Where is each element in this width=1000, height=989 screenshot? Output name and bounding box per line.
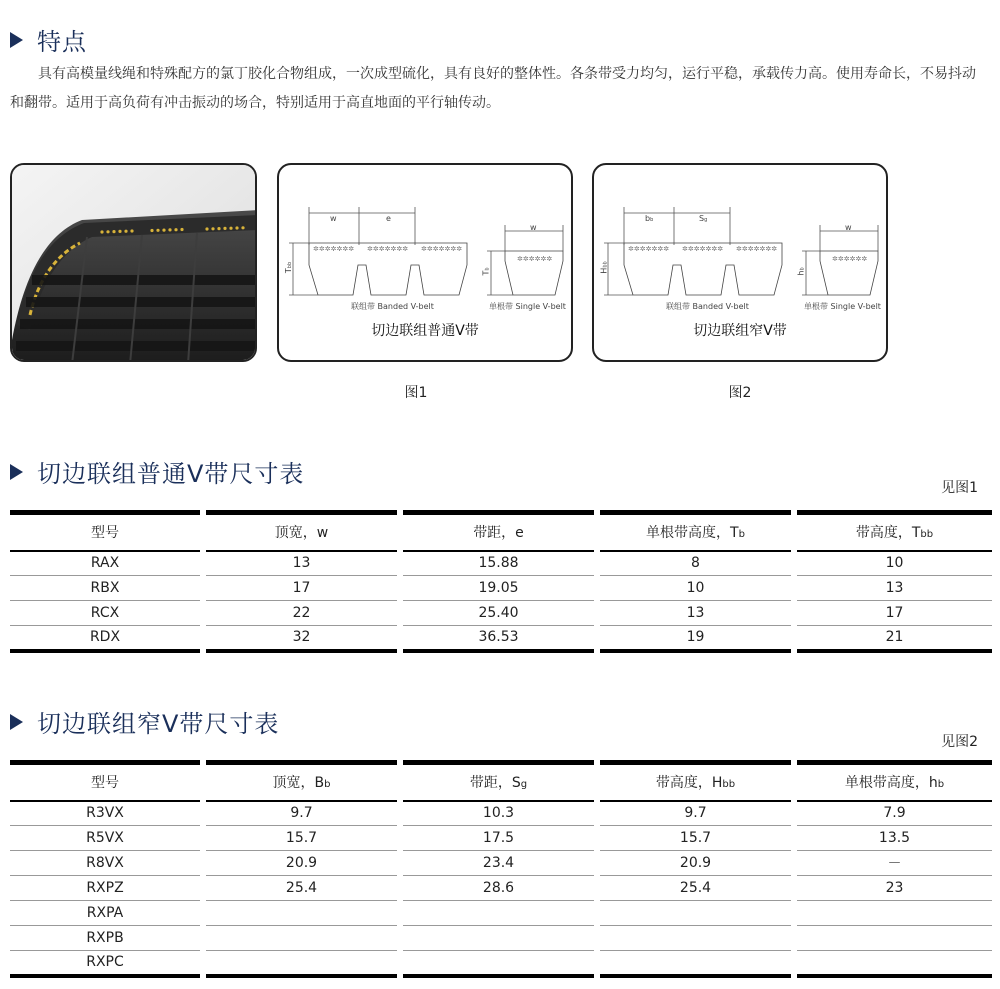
features-text: 具有高模量线绳和特殊配方的氯丁胶化合物组成，一次成型硫化，具有良好的整体性。各条带受力均匀，运行平稳，承载传力高。使用寿命长，不易抖动和翻带。适用于高负荷有冲击振动的场合，特别适用于高直地面的平行轴传动。 bbox=[10, 66, 976, 111]
table1-header-row bbox=[10, 513, 992, 551]
table1-header bbox=[10, 513, 203, 551]
table1-cell: 17 bbox=[203, 576, 400, 601]
table-row bbox=[10, 551, 992, 576]
triangle-bullet-icon bbox=[10, 32, 23, 48]
table2-cell: R8VX bbox=[10, 851, 203, 876]
table2 bbox=[10, 760, 992, 978]
table1-header bbox=[597, 513, 794, 551]
table2-cell: RXPA bbox=[10, 901, 203, 926]
fig2-dim-w bbox=[645, 214, 653, 223]
table1-cell: 19.05 bbox=[400, 576, 597, 601]
figure-1-caption: 切边联组普通V带 bbox=[371, 323, 479, 339]
table1 bbox=[10, 510, 992, 653]
table1-cell: 10 bbox=[597, 576, 794, 601]
triangle-bullet-icon bbox=[10, 714, 23, 730]
table2-header-main: 型号 bbox=[91, 775, 119, 792]
table2-cell bbox=[400, 901, 597, 926]
table2-cell: RXPC bbox=[10, 951, 203, 976]
svg-text:✲✲✲✲✲✲✲: ✲✲✲✲✲✲✲ bbox=[313, 245, 355, 253]
fig2-single-label: 单根带 Single V-belt bbox=[804, 302, 881, 311]
figure-2-panel bbox=[592, 163, 888, 362]
table-row bbox=[10, 626, 992, 651]
table1-cell: 25.40 bbox=[400, 601, 597, 626]
table2-cell: 25.4 bbox=[203, 876, 400, 901]
fig1-banded-label: 联组带 Banded V-belt bbox=[351, 302, 434, 311]
table2-cell bbox=[400, 926, 597, 951]
figure-1-panel bbox=[277, 163, 573, 362]
table2-cell: 17.5 bbox=[400, 826, 597, 851]
fig1-dim-hs bbox=[482, 267, 491, 275]
table-row bbox=[10, 576, 992, 601]
table2-cell: 13.5 bbox=[794, 826, 992, 851]
table2-header bbox=[203, 763, 400, 801]
features-heading bbox=[10, 22, 87, 57]
table1-cell: RDX bbox=[10, 626, 203, 651]
table2-see-figure: 见图2 bbox=[941, 734, 978, 750]
table1-cell: 21 bbox=[794, 626, 992, 651]
fig2-dim-h bbox=[600, 261, 609, 273]
table1-header-main: 型号 bbox=[91, 525, 119, 542]
table-row bbox=[10, 826, 992, 851]
table1-header-main: 单根带高度，T bbox=[646, 525, 739, 542]
svg-text:✲✲✲✲✲✲: ✲✲✲✲✲✲ bbox=[517, 255, 553, 263]
table2-cell: R5VX bbox=[10, 826, 203, 851]
table2-cell: 10.3 bbox=[400, 801, 597, 826]
table2-cell: 15.7 bbox=[597, 826, 794, 851]
table2-cell bbox=[400, 951, 597, 976]
fig2-dim-e-sub: g bbox=[704, 217, 708, 223]
table2-header-main: 带高度，H bbox=[655, 775, 723, 792]
table1-cell: 13 bbox=[794, 576, 992, 601]
table2-cell bbox=[597, 901, 794, 926]
fig2-dim-hs bbox=[797, 267, 806, 275]
table2-cell: 20.9 bbox=[203, 851, 400, 876]
table2-header-main: 单根带高度，h bbox=[844, 775, 938, 792]
table2-cell: 23.4 bbox=[400, 851, 597, 876]
table1-cell: 36.53 bbox=[400, 626, 597, 651]
table1-title: 切边联组普通V带尺寸表 bbox=[37, 460, 305, 488]
svg-text:✲✲✲✲✲✲✲: ✲✲✲✲✲✲✲ bbox=[628, 245, 670, 253]
table-row bbox=[10, 851, 992, 876]
table2-header-main: 顶宽，B bbox=[272, 775, 325, 792]
table2-cell bbox=[794, 951, 992, 976]
fig2-dim-w-main: b bbox=[645, 214, 651, 223]
table2-cell bbox=[597, 926, 794, 951]
table1-cell: 13 bbox=[597, 601, 794, 626]
table-row bbox=[10, 601, 992, 626]
table2-cell: R3VX bbox=[10, 801, 203, 826]
table1-header-main: 带距，e bbox=[473, 525, 524, 542]
table2-cell: 25.4 bbox=[597, 876, 794, 901]
table2-header bbox=[794, 763, 992, 801]
table2-cell bbox=[794, 901, 992, 926]
table1-header-sub: bb bbox=[920, 529, 934, 541]
figure-2-caption: 切边联组窄V带 bbox=[693, 323, 787, 339]
table2-header-sub: b bbox=[937, 779, 945, 791]
triangle-bullet-icon bbox=[10, 464, 23, 480]
table1-cell: 15.88 bbox=[400, 551, 597, 576]
table2-header-row bbox=[10, 763, 992, 801]
fig1-dim-hs-sub: b bbox=[484, 267, 491, 271]
table1-see-figure: 见图1 bbox=[941, 480, 978, 496]
table-row bbox=[10, 876, 992, 901]
table1-header bbox=[400, 513, 597, 551]
fig2-dim-e bbox=[699, 214, 707, 223]
table2-cell: 9.7 bbox=[597, 801, 794, 826]
svg-text:✲✲✲✲✲✲✲: ✲✲✲✲✲✲✲ bbox=[421, 245, 463, 253]
fig1-dim-e: e bbox=[386, 214, 391, 223]
table2-header-sub: g bbox=[520, 779, 528, 791]
table1-heading bbox=[10, 454, 304, 489]
table2-cell: 9.7 bbox=[203, 801, 400, 826]
table1-cell: 19 bbox=[597, 626, 794, 651]
table2-cell: 7.9 bbox=[794, 801, 992, 826]
belt-photo bbox=[10, 163, 257, 362]
table-row bbox=[10, 951, 992, 976]
svg-text:✲✲✲✲✲✲✲: ✲✲✲✲✲✲✲ bbox=[682, 245, 724, 253]
table2-header-sub: bb bbox=[722, 779, 736, 791]
fig1-dim-h-main: T bbox=[284, 268, 294, 274]
fig2-dim-e-main: S bbox=[699, 214, 705, 223]
table2-cell: 20.9 bbox=[597, 851, 794, 876]
table2-header-main: 带距，S bbox=[469, 775, 521, 792]
table2-header bbox=[10, 763, 203, 801]
belt-photo-image bbox=[12, 165, 257, 362]
table2-cell: RXPZ bbox=[10, 876, 203, 901]
figure-2-label: 图2 bbox=[728, 385, 752, 401]
table2-cell: 15.7 bbox=[203, 826, 400, 851]
table2-cell: 23 bbox=[794, 876, 992, 901]
fig1-dim-w: w bbox=[330, 214, 337, 223]
fig2-dim-hs-main: h bbox=[796, 270, 806, 276]
table1-cell: 8 bbox=[597, 551, 794, 576]
table1-cell: 17 bbox=[794, 601, 992, 626]
table1-cell: 13 bbox=[203, 551, 400, 576]
table1-header-main: 顶宽，w bbox=[274, 525, 329, 542]
table1-cell: 32 bbox=[203, 626, 400, 651]
table2-header-sub: b bbox=[324, 779, 331, 791]
fig1-single-label: 单根带 Single V-belt bbox=[489, 302, 566, 311]
table1-header-sub: b bbox=[738, 529, 745, 541]
fig1-dim-hs-main: T bbox=[481, 270, 491, 276]
fig2-dim-single-w: w bbox=[845, 223, 852, 232]
table1-header bbox=[794, 513, 992, 551]
figure-1-label: 图1 bbox=[404, 385, 428, 401]
table2-header bbox=[597, 763, 794, 801]
svg-text:✲✲✲✲✲✲✲: ✲✲✲✲✲✲✲ bbox=[736, 245, 778, 253]
table2-cell: RXPB bbox=[10, 926, 203, 951]
fig2-dim-h-main: H bbox=[599, 267, 609, 274]
table1-cell: 22 bbox=[203, 601, 400, 626]
table1-cell: 10 bbox=[794, 551, 992, 576]
features-title: 特点 bbox=[37, 28, 87, 56]
fig1-dim-h bbox=[284, 262, 293, 273]
table2-cell bbox=[794, 926, 992, 951]
table2-cell bbox=[203, 901, 400, 926]
fig1-dim-single-w: w bbox=[530, 223, 537, 232]
fig2-dim-h-sub: bb bbox=[602, 261, 609, 268]
table2-cell: 28.6 bbox=[400, 876, 597, 901]
table2-cell bbox=[203, 951, 400, 976]
table-row bbox=[10, 926, 992, 951]
fig2-dim-w-sub: b bbox=[650, 217, 654, 223]
fig2-banded-label: 联组带 Banded V-belt bbox=[666, 302, 749, 311]
table1-header-main: 带高度，T bbox=[855, 525, 921, 542]
table2-cell bbox=[203, 926, 400, 951]
table1-cell: RCX bbox=[10, 601, 203, 626]
table-row bbox=[10, 901, 992, 926]
svg-text:✲✲✲✲✲✲✲: ✲✲✲✲✲✲✲ bbox=[367, 245, 409, 253]
table2-title: 切边联组窄V带尺寸表 bbox=[37, 710, 280, 738]
table2-heading bbox=[10, 704, 279, 739]
table2-cell bbox=[597, 951, 794, 976]
table2-cell: － bbox=[794, 851, 992, 876]
table2-header bbox=[400, 763, 597, 801]
table-row bbox=[10, 801, 992, 826]
svg-text:✲✲✲✲✲✲: ✲✲✲✲✲✲ bbox=[832, 255, 868, 263]
fig2-dim-hs-sub: b bbox=[799, 267, 806, 271]
fig1-dim-h-sub: bb bbox=[287, 261, 294, 269]
table1-cell: RBX bbox=[10, 576, 203, 601]
table1-cell: RAX bbox=[10, 551, 203, 576]
table1-header bbox=[203, 513, 400, 551]
